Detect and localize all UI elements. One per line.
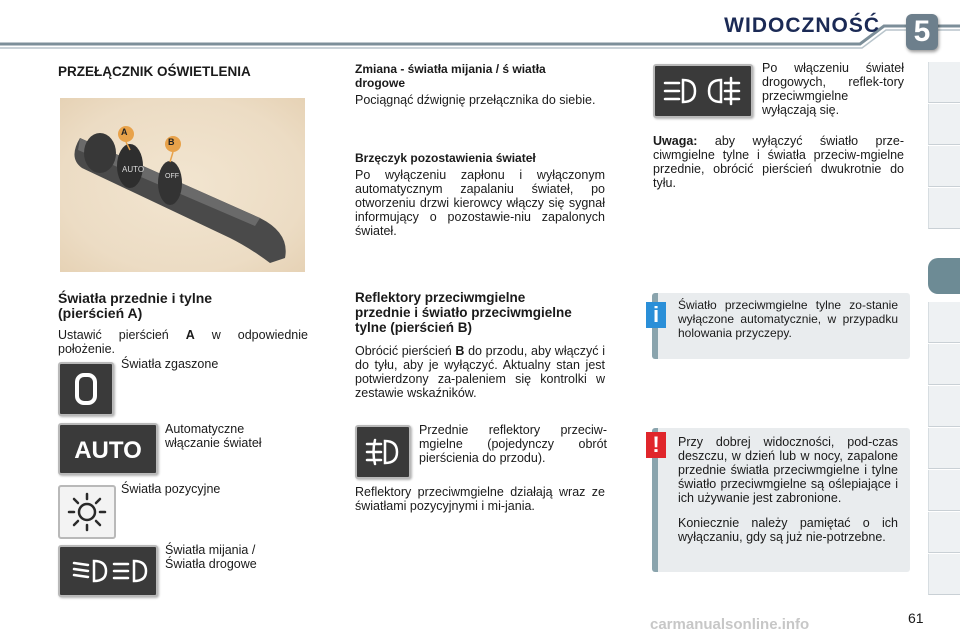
note-text <box>653 134 904 190</box>
fog-title-line2: przednie i światło przeciwmgielne <box>355 305 572 320</box>
page-number: 61 <box>908 610 924 626</box>
fog-ring: B <box>455 344 465 358</box>
chapter-tab-5-active[interactable] <box>928 258 960 294</box>
front-fog-icon <box>355 425 411 479</box>
chapter-title: WIDOCZNOŚĆ <box>724 14 880 37</box>
light-switch-photo <box>60 98 305 272</box>
item-beam-label-line2: Światła drogowe <box>165 557 257 571</box>
chapter-tab-12[interactable] <box>928 554 960 595</box>
info-text: Światło przeciwmgielne tylne zo-stanie wyłączone automatycznie, w przypadku holowania przyczepy. <box>678 298 898 340</box>
svg-text:AUTO: AUTO <box>122 165 145 174</box>
sub-title-line-2: (pierścień A) <box>58 305 143 321</box>
chapter-tab-4[interactable] <box>928 188 960 229</box>
buzzer-text: Po wyłączeniu zapłonu i wyłączonym automatycznym zapalaniu świateł, po otworzeniu drzwi kierowcy włączy się sygnał informujący o pozostawie-niu zapalonych świateł. <box>355 168 605 238</box>
intro-text <box>58 328 308 356</box>
switch-title-line2: drogowe <box>355 76 405 90</box>
item-beam-label-line1: Światła mijania / <box>165 543 256 557</box>
chapter-tab-2[interactable] <box>928 104 960 145</box>
item-beam-label <box>165 543 257 571</box>
fog-text-pre: Obrócić pierścień <box>355 344 452 358</box>
note-label: Uwaga: <box>653 134 698 148</box>
front-fog-text: Przednie reflektory przeciw-mgielne (pojedynczy obrót pierścienia do przodu). <box>419 423 607 465</box>
chapter-tab-3[interactable] <box>928 146 960 187</box>
photo-label-b: B <box>168 137 175 147</box>
chapter-tab-11[interactable] <box>928 512 960 553</box>
watermark: carmanualsonline.info <box>650 616 810 633</box>
intro-post: w odpowiednie położenie. <box>58 328 308 356</box>
item-off-label: Światła zgaszone <box>121 357 219 371</box>
svg-text:OFF: OFF <box>165 173 179 180</box>
front-rear-fog-icon <box>653 64 753 118</box>
photo-label-a: A <box>121 127 128 137</box>
fog-title-line1: Reflektory przeciwmgielne <box>355 290 526 305</box>
chapter-number: 5 <box>906 14 938 50</box>
auto-icon-text: AUTO <box>74 437 142 464</box>
fog-text <box>355 344 605 400</box>
item-auto-label <box>165 422 262 450</box>
sub-title-line-1: Światła przednie i tylne <box>58 290 213 306</box>
warning-text-1: Przy dobrej widoczności, pod-czas deszczu, w dzień lub w nocy, zapalone przednie światła przeciwmgielne i tylne światło przeciwmgielne są oślepiające i ich używanie jest zabronione. <box>678 435 898 505</box>
chapter-tab-strip <box>928 62 960 602</box>
fog-title <box>355 290 610 335</box>
warning-text-2: Koniecznie należy pamiętać o ich wyłączaniu, gdy są już nie-potrzebne. <box>678 516 898 544</box>
info-icon: i <box>646 302 666 328</box>
warning-icon: ! <box>646 432 666 458</box>
chapter-tab-7[interactable] <box>928 344 960 385</box>
buzzer-title: Brzęczyk pozostawienia świateł <box>355 151 536 165</box>
chapter-tab-9[interactable] <box>928 428 960 469</box>
switch-text: Pociągnąć dźwignię przełącznika do siebie. <box>355 93 596 107</box>
auto-icon <box>58 423 158 475</box>
intro-pre: Ustawić pierścień <box>58 328 169 342</box>
intro-ring: A <box>185 328 195 342</box>
item-auto-label-line1: Automatyczne <box>165 422 245 436</box>
stalk-illustration <box>60 98 305 272</box>
chapter-tab-8[interactable] <box>928 386 960 427</box>
position-light-icon <box>58 485 116 539</box>
section-title: PRZEŁĄCZNIK OŚWIETLENIA <box>58 64 251 79</box>
note-body: aby wyłączyć światło prze-ciwmgielne tylne i światła przeciw-mgielne przednie, obrócić pierścień dwukrotnie do tyłu. <box>653 134 905 190</box>
fog-title-line3: tylne (pierścień B) <box>355 320 473 335</box>
item-position-label: Światła pozycyjne <box>121 482 221 496</box>
dipped-main-beam-icon <box>58 545 158 597</box>
chapter-tab-10[interactable] <box>928 470 960 511</box>
switch-title <box>355 62 605 90</box>
fog-text-post: do przodu, aby włączyć i do tyłu, aby je wyłączyć. Aktualny stan jest potwierdzony za-paleniem się kontrolki w zestawie wskaźników. <box>355 344 605 400</box>
chapter-tab-6[interactable] <box>928 302 960 343</box>
switch-title-line1: Zmiana - światła mijania / ś wiatła <box>355 62 546 76</box>
sub-section-title <box>58 291 212 321</box>
chapter-tab-1[interactable] <box>928 62 960 103</box>
item-auto-label-line2: włączanie świateł <box>165 436 262 450</box>
fog-bottom-text: Reflektory przeciwmgielne działają wraz ze światłami pozycyjnymi i mi-jania. <box>355 485 605 513</box>
front-rear-fog-text: Po włączeniu świateł drogowych, reflek-tory przeciwmgielne wyłączają się. <box>762 61 904 117</box>
off-icon <box>58 362 114 416</box>
